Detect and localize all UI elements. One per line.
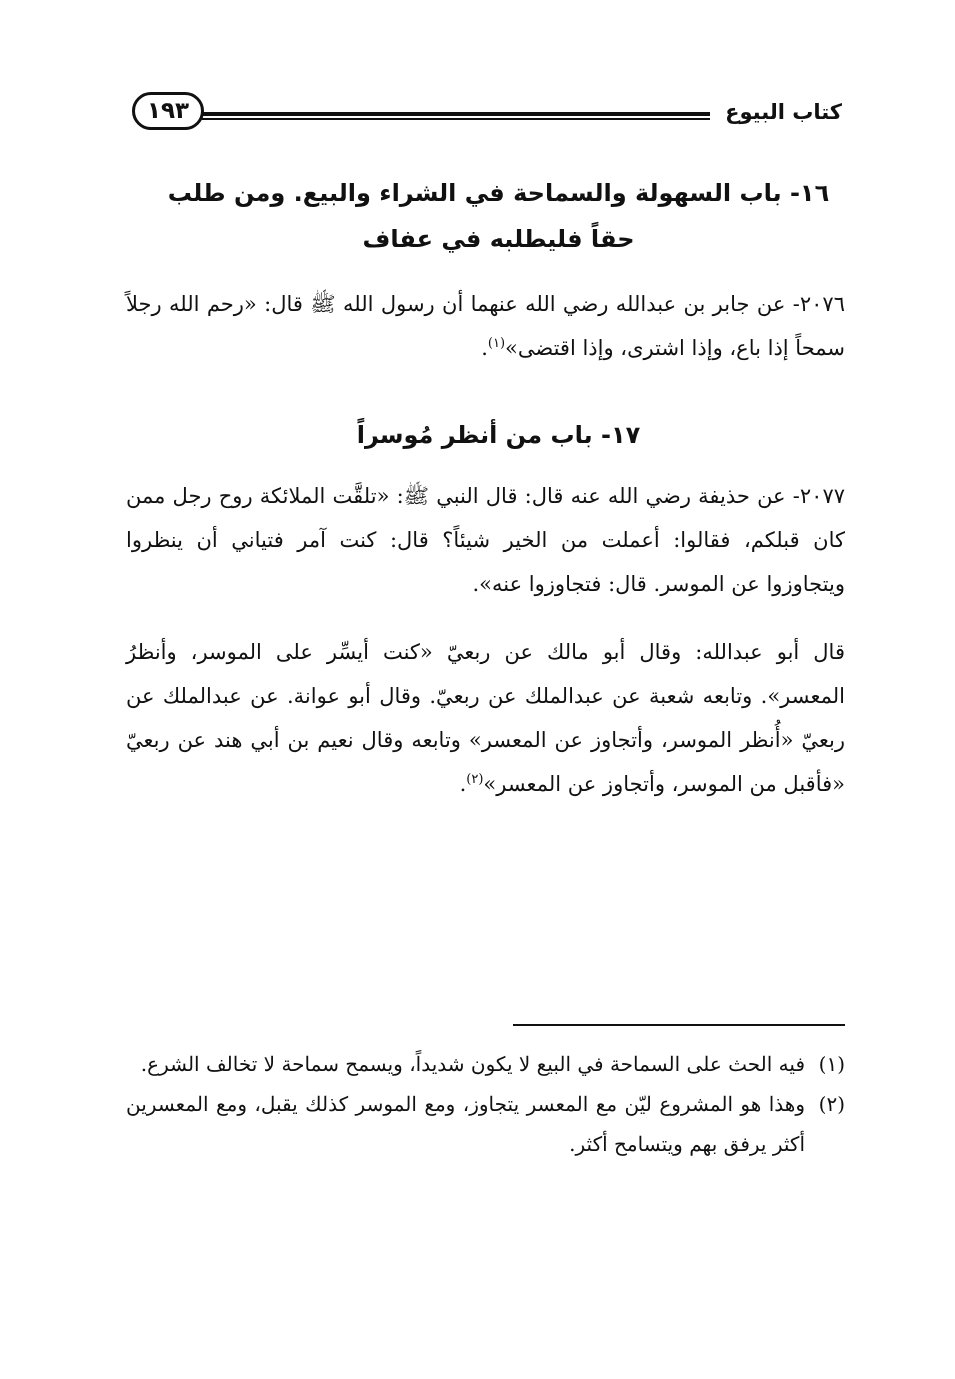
chapter-17-heading: [150, 412, 847, 458]
chapter-16-heading: [150, 170, 847, 262]
footnote-separator: [513, 1024, 845, 1026]
footnote-2: [126, 1084, 845, 1164]
hadith-2076-quote: «رحم الله رجلاً سمحاً إذا باع، وإذا اشترى، وإذا اقتضى»: [126, 292, 845, 360]
footnote-2-text: وهذا هو المشروع ليّن مع المعسر يتجاوز، ومع الموسر كذلك يقبل، ومع المعسرين أكثر يرفق بهم ويتسامح أكثر.: [126, 1092, 805, 1156]
page-header: [128, 92, 842, 140]
chapter-17-title: باب من أنظر مُوسراً: [356, 421, 593, 449]
running-title: كتاب البيوع: [725, 100, 842, 124]
chapter-16-title: باب السهولة والسماحة في الشراء والبيع. ومن طلب حقاً فليطلبه في عفاف: [167, 179, 782, 253]
footnote-ref-2[interactable]: (٢): [466, 772, 484, 787]
hadith-2077-number: ٢٠٧٧-: [792, 484, 846, 508]
hadith-2077: [126, 474, 845, 606]
footnote-1-mark: (١): [818, 1052, 845, 1076]
hadith-2076-number: ٢٠٧٦-: [792, 292, 845, 316]
abu-abdallah-note: [126, 630, 845, 806]
header-rule: [202, 112, 710, 122]
footnote-2-mark: (٢): [818, 1092, 845, 1116]
page-number: ١٩٣: [146, 98, 190, 124]
hadith-2076-intro: عن جابر بن عبدالله رضي الله عنهما أن رسول الله ﷺ قال:: [264, 292, 786, 316]
footnote-1: [126, 1044, 845, 1084]
header-rule-thick: [202, 112, 710, 116]
chapter-17-number: ١٧-: [600, 421, 641, 449]
hadith-2076-end: .: [481, 336, 488, 360]
hadith-2076: [126, 282, 845, 370]
footnote-ref-1[interactable]: (١): [487, 336, 506, 351]
footnotes: [126, 1044, 845, 1164]
header-rule-thin: [202, 118, 710, 120]
hadith-2077-text: عن حذيفة رضي الله عنه قال: قال النبي ﷺ: «تلقَّت الملائكة روح رجل ممن كان قبلكم، فقالوا: أعملت من الخير شيئاً؟ قال: كنت آمر فتياني أن ينظروا ويتجاوزوا عن الموسر. قال: فتجاوزوا عنه».: [126, 484, 845, 596]
footnote-1-text: فيه الحث على السماحة في البيع لا يكون شديداً، ويسمح سماحة لا تخالف الشرع.: [140, 1052, 805, 1076]
abu-abdallah-end: .: [459, 772, 467, 796]
chapter-16-number: ١٦-: [789, 179, 830, 207]
page-number-badge: [132, 92, 204, 130]
abu-abdallah-text: قال أبو عبدالله: وقال أبو مالك عن ربعيّ «كنت أيسِّر على الموسر، وأنظرُ المعسر». وتابعه شعبة عن عبدالملك عن ربعيّ. وقال أبو عوانة. عن عبدالملك عن ربعيّ «أُنظر الموسر، وأتجاوز عن المعسر» وتابعه وقال نعيم بن أبي هند عن ربعيّ «فأقبل من الموسر، وأتجاوز عن المعسر»: [126, 640, 845, 796]
